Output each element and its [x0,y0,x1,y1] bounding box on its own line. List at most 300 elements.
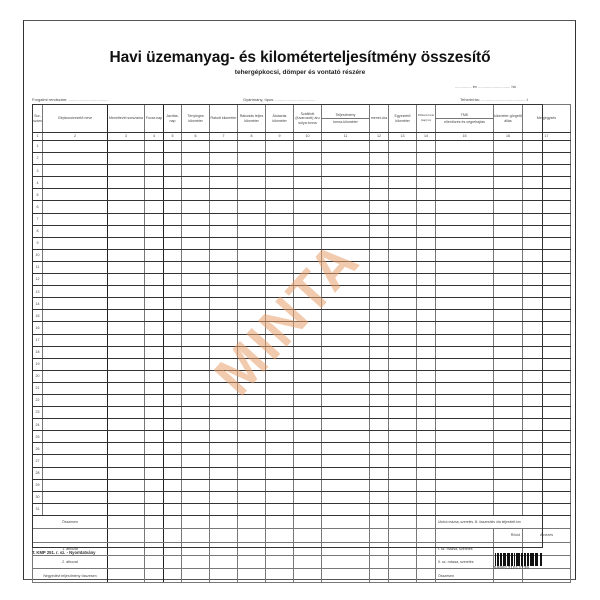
cell[interactable] [266,346,294,358]
cell[interactable] [108,177,145,189]
cell[interactable] [164,261,182,273]
cell[interactable] [210,298,238,310]
cell[interactable] [322,177,370,189]
cell[interactable] [108,298,145,310]
cell[interactable] [436,431,494,443]
cell[interactable] [417,382,436,394]
cell[interactable] [417,286,436,298]
cell[interactable] [266,177,294,189]
cell[interactable] [389,322,417,334]
cell[interactable] [43,153,108,165]
cell[interactable] [182,322,210,334]
cell[interactable] [238,479,266,491]
cell[interactable] [238,334,266,346]
cell[interactable] [266,515,294,528]
cell[interactable] [43,382,108,394]
cell[interactable] [210,467,238,479]
cell[interactable] [182,443,210,455]
cell[interactable] [182,286,210,298]
cell[interactable] [436,382,494,394]
cell[interactable] [210,358,238,370]
cell[interactable] [164,382,182,394]
cell[interactable] [294,346,322,358]
cell[interactable] [294,153,322,165]
cell[interactable] [210,479,238,491]
cell[interactable] [389,479,417,491]
cell[interactable] [182,165,210,177]
cell[interactable] [266,274,294,286]
cell[interactable] [266,322,294,334]
cell[interactable] [322,213,370,225]
cell[interactable] [43,189,108,201]
cell[interactable] [43,394,108,406]
cell[interactable] [43,407,108,419]
cell[interactable] [238,225,266,237]
cell[interactable] [370,310,389,322]
cell[interactable] [370,261,389,273]
cell[interactable] [164,201,182,213]
cell[interactable] [389,153,417,165]
cell[interactable] [182,237,210,249]
cell[interactable] [417,431,436,443]
cell[interactable] [523,503,571,515]
cell[interactable] [238,141,266,153]
cell[interactable] [164,542,182,555]
cell[interactable] [389,467,417,479]
cell[interactable] [294,569,322,582]
cell[interactable] [294,141,322,153]
cell[interactable] [182,407,210,419]
cell[interactable] [164,443,182,455]
cell[interactable] [164,286,182,298]
cell[interactable] [389,358,417,370]
cell[interactable] [182,249,210,261]
cell[interactable] [389,334,417,346]
cell[interactable] [210,310,238,322]
cell[interactable] [294,443,322,455]
cell[interactable] [145,556,164,569]
cell[interactable] [266,358,294,370]
cell[interactable] [182,491,210,503]
cell[interactable] [294,529,322,542]
cell[interactable] [523,370,571,382]
cell[interactable] [164,165,182,177]
cell[interactable] [108,201,145,213]
cell[interactable] [210,274,238,286]
cell[interactable] [494,455,523,467]
cell[interactable] [145,479,164,491]
cell[interactable] [108,225,145,237]
cell[interactable] [108,479,145,491]
cell[interactable] [322,358,370,370]
cell[interactable] [108,165,145,177]
cell[interactable] [370,334,389,346]
cell[interactable] [238,274,266,286]
cell[interactable] [294,189,322,201]
cell[interactable] [389,213,417,225]
cell[interactable] [164,431,182,443]
cell[interactable] [370,141,389,153]
cell[interactable] [417,237,436,249]
cell[interactable] [266,455,294,467]
cell[interactable] [164,177,182,189]
cell[interactable] [145,237,164,249]
cell[interactable] [417,358,436,370]
cell[interactable] [210,419,238,431]
cell[interactable] [182,515,210,528]
cell[interactable] [182,419,210,431]
cell[interactable] [417,503,436,515]
cell[interactable] [238,467,266,479]
cell[interactable] [43,322,108,334]
cell[interactable] [210,529,238,542]
cell[interactable] [238,358,266,370]
cell[interactable] [43,443,108,455]
cell[interactable] [266,431,294,443]
cell[interactable] [436,249,494,261]
cell[interactable] [370,274,389,286]
cell[interactable] [389,286,417,298]
cell[interactable] [145,165,164,177]
cell[interactable] [494,249,523,261]
cell[interactable] [266,529,294,542]
cell[interactable] [238,165,266,177]
cell[interactable] [370,556,389,569]
cell[interactable] [294,556,322,569]
cell[interactable] [43,503,108,515]
cell[interactable] [210,189,238,201]
cell[interactable] [210,569,238,582]
cell[interactable] [145,394,164,406]
cell[interactable] [210,165,238,177]
cell[interactable] [108,274,145,286]
cell[interactable] [294,394,322,406]
cell[interactable] [494,310,523,322]
cell[interactable] [294,370,322,382]
cell[interactable] [238,491,266,503]
cell[interactable] [322,141,370,153]
cell[interactable] [108,491,145,503]
cell[interactable] [266,394,294,406]
cell[interactable] [164,153,182,165]
cell[interactable] [266,165,294,177]
cell[interactable] [523,322,571,334]
cell[interactable] [370,394,389,406]
cell[interactable] [322,274,370,286]
cell[interactable] [238,261,266,273]
cell[interactable] [370,322,389,334]
cell[interactable] [43,237,108,249]
cell[interactable] [436,370,494,382]
cell[interactable] [294,165,322,177]
cell[interactable] [238,310,266,322]
cell[interactable] [238,249,266,261]
cell[interactable] [436,394,494,406]
cell[interactable] [322,334,370,346]
cell[interactable] [523,310,571,322]
cell[interactable] [322,237,370,249]
cell[interactable] [164,310,182,322]
cell[interactable] [523,455,571,467]
cell[interactable] [210,542,238,555]
capacity-field[interactable]: Teherbírás: ........................................ t [460,97,528,102]
cell[interactable] [494,189,523,201]
cell[interactable] [389,542,417,555]
cell[interactable] [370,346,389,358]
cell[interactable] [164,141,182,153]
cell[interactable] [43,346,108,358]
cell[interactable] [417,261,436,273]
cell[interactable] [523,177,571,189]
cell[interactable] [370,177,389,189]
cell[interactable] [523,165,571,177]
cell[interactable] [494,225,523,237]
cell[interactable] [210,249,238,261]
cell[interactable] [108,237,145,249]
cell[interactable] [389,189,417,201]
cell[interactable] [417,165,436,177]
cell[interactable] [322,443,370,455]
cell[interactable] [145,503,164,515]
cell[interactable] [370,213,389,225]
cell[interactable] [145,261,164,273]
cell[interactable] [238,455,266,467]
cell[interactable] [523,407,571,419]
cell[interactable] [436,141,494,153]
cell[interactable] [238,515,266,528]
cell[interactable] [108,394,145,406]
cell[interactable] [266,491,294,503]
cell[interactable] [182,346,210,358]
cell[interactable] [294,431,322,443]
cell[interactable] [494,237,523,249]
cell[interactable] [417,177,436,189]
cell[interactable] [108,189,145,201]
cell[interactable] [322,298,370,310]
cell[interactable] [266,261,294,273]
cell[interactable] [182,467,210,479]
cell[interactable] [210,237,238,249]
cell[interactable] [294,177,322,189]
cell[interactable] [210,334,238,346]
cell[interactable] [523,334,571,346]
cell[interactable] [523,394,571,406]
cell[interactable] [108,467,145,479]
cell[interactable] [294,225,322,237]
cell[interactable] [294,249,322,261]
cell[interactable] [238,153,266,165]
cell[interactable] [108,542,145,555]
cell[interactable] [182,310,210,322]
cell[interactable] [182,141,210,153]
cell[interactable] [523,249,571,261]
cell[interactable] [322,503,370,515]
cell[interactable] [294,455,322,467]
cell[interactable] [145,542,164,555]
cell[interactable] [294,322,322,334]
cell[interactable] [370,370,389,382]
cell[interactable] [182,298,210,310]
cell[interactable] [436,419,494,431]
cell[interactable] [389,177,417,189]
cell[interactable] [370,201,389,213]
cell[interactable] [294,237,322,249]
cell[interactable] [370,298,389,310]
cell[interactable] [322,431,370,443]
cell[interactable] [294,503,322,515]
cell[interactable] [370,407,389,419]
cell[interactable] [238,286,266,298]
cell[interactable] [294,479,322,491]
cell[interactable] [145,443,164,455]
cell[interactable] [436,346,494,358]
cell[interactable] [322,370,370,382]
cell[interactable] [210,153,238,165]
cell[interactable] [389,249,417,261]
cell[interactable] [43,141,108,153]
cell[interactable] [266,419,294,431]
cell[interactable] [294,213,322,225]
cell[interactable] [108,515,145,528]
cell[interactable] [164,298,182,310]
cell[interactable] [210,141,238,153]
cell[interactable] [494,165,523,177]
cell[interactable] [210,394,238,406]
cell[interactable] [436,261,494,273]
cell[interactable] [389,503,417,515]
cell[interactable] [266,407,294,419]
cell[interactable] [322,542,370,555]
cell[interactable] [494,346,523,358]
cell[interactable] [108,407,145,419]
cell[interactable] [322,407,370,419]
cell[interactable] [266,479,294,491]
cell[interactable] [164,491,182,503]
cell[interactable] [389,370,417,382]
cell[interactable] [389,419,417,431]
cell[interactable] [145,419,164,431]
cell[interactable] [370,358,389,370]
cell[interactable] [389,261,417,273]
cell[interactable] [494,407,523,419]
cell[interactable] [322,346,370,358]
cell[interactable] [436,455,494,467]
cell[interactable] [370,419,389,431]
cell[interactable] [436,298,494,310]
cell[interactable] [164,569,182,582]
cell[interactable] [494,443,523,455]
cell[interactable] [108,503,145,515]
cell[interactable] [417,310,436,322]
cell[interactable] [370,237,389,249]
cell[interactable] [238,556,266,569]
cell[interactable] [389,382,417,394]
cell[interactable] [266,370,294,382]
cell[interactable] [417,225,436,237]
cell[interactable] [238,407,266,419]
cell[interactable] [145,529,164,542]
cell[interactable] [494,286,523,298]
cell[interactable] [43,201,108,213]
cell[interactable] [182,358,210,370]
cell[interactable] [417,569,436,582]
cell[interactable] [266,213,294,225]
cell[interactable] [108,370,145,382]
cell[interactable] [210,225,238,237]
cell[interactable] [417,394,436,406]
cell[interactable] [108,310,145,322]
cell[interactable] [145,249,164,261]
cell[interactable] [436,467,494,479]
cell[interactable] [322,286,370,298]
cell[interactable] [417,153,436,165]
cell[interactable] [523,419,571,431]
cell[interactable] [523,237,571,249]
cell[interactable] [494,274,523,286]
cell[interactable] [294,407,322,419]
cell[interactable] [417,213,436,225]
cell[interactable] [436,322,494,334]
cell[interactable] [436,201,494,213]
cell[interactable] [436,310,494,322]
license-plate-field[interactable]: Forgalmi rendszám: .................................... [32,97,109,102]
cell[interactable] [164,479,182,491]
cell[interactable] [389,346,417,358]
cell[interactable] [238,346,266,358]
cell[interactable] [43,491,108,503]
cell[interactable] [523,153,571,165]
cell[interactable] [494,479,523,491]
cell[interactable] [164,322,182,334]
cell[interactable] [238,503,266,515]
cell[interactable] [389,310,417,322]
cell[interactable] [389,529,417,542]
cell[interactable] [43,177,108,189]
cell[interactable] [108,141,145,153]
cell[interactable] [494,394,523,406]
cell[interactable] [523,431,571,443]
cell[interactable] [436,225,494,237]
cell[interactable] [417,141,436,153]
period-field[interactable]: ............... év ............................. hó [455,84,516,89]
cell[interactable] [370,382,389,394]
cell[interactable] [370,455,389,467]
cell[interactable] [494,322,523,334]
cell[interactable] [238,529,266,542]
cell[interactable] [436,274,494,286]
cell[interactable] [108,431,145,443]
cell[interactable] [523,443,571,455]
cell[interactable] [145,569,164,582]
cell[interactable] [417,322,436,334]
cell[interactable] [389,569,417,582]
cell[interactable] [182,370,210,382]
cell[interactable] [494,334,523,346]
cell[interactable] [43,249,108,261]
cell[interactable] [145,467,164,479]
cell[interactable] [182,201,210,213]
cell[interactable] [294,201,322,213]
cell[interactable] [370,249,389,261]
cell[interactable] [238,213,266,225]
cell[interactable] [523,569,571,582]
cell[interactable] [266,503,294,515]
cell[interactable] [145,274,164,286]
cell[interactable] [182,334,210,346]
cell[interactable] [389,515,417,528]
cell[interactable] [494,358,523,370]
cell[interactable] [322,382,370,394]
